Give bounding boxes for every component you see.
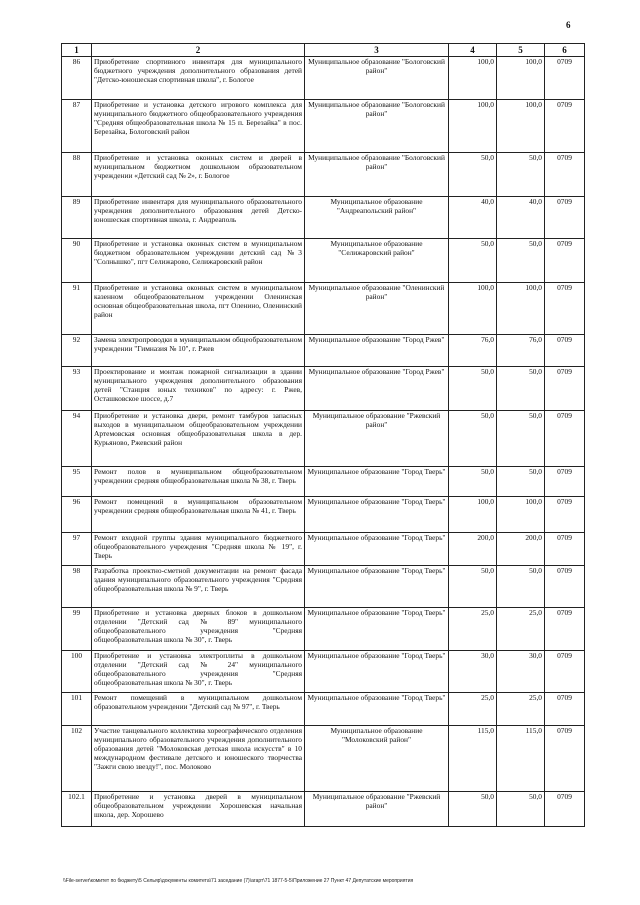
row-description: Разработка проектно-сметной документации на ремонт фасада здания муниципального образовательного учреждения "Средняя общеобразовательная школа № 9", г. Тверь [92, 566, 305, 608]
row-number: 99 [62, 608, 92, 651]
row-number: 87 [62, 100, 92, 153]
row-amount-2: 25,0 [497, 608, 545, 651]
row-number: 91 [62, 283, 92, 335]
row-municipality: Муниципальное образование "Город Ржев" [305, 335, 449, 367]
row-municipality: Муниципальное образование "Бологовский район" [305, 57, 449, 100]
row-code: 0709 [545, 792, 585, 827]
table-row [62, 411, 585, 467]
row-code: 0709 [545, 411, 585, 467]
row-description: Приобретение и установка оконных систем в муниципальном казенном общеобразовательном учреждении Оленинская основная общеобразовательная школа, пгт Оленино, Оленинский район [92, 283, 305, 335]
table-row [62, 533, 585, 566]
table-row [62, 497, 585, 533]
table-row [62, 651, 585, 693]
row-municipality: Муниципальное образование "Ржевский район" [305, 411, 449, 467]
table-row [62, 100, 585, 153]
row-number: 88 [62, 153, 92, 197]
row-municipality: Муниципальное образование "Город Тверь" [305, 497, 449, 533]
table-row [62, 608, 585, 651]
row-municipality: Муниципальное образование "Ржевский район" [305, 792, 449, 827]
row-amount-2: 40,0 [497, 197, 545, 239]
row-code: 0709 [545, 726, 585, 792]
row-code: 0709 [545, 367, 585, 411]
row-code: 0709 [545, 533, 585, 566]
row-amount-2: 50,0 [497, 566, 545, 608]
row-code: 0709 [545, 651, 585, 693]
row-amount-1: 100,0 [449, 497, 497, 533]
table-row [62, 57, 585, 100]
row-amount-1: 25,0 [449, 693, 497, 726]
row-amount-2: 25,0 [497, 693, 545, 726]
row-number: 100 [62, 651, 92, 693]
row-code: 0709 [545, 608, 585, 651]
row-code: 0709 [545, 566, 585, 608]
row-code: 0709 [545, 153, 585, 197]
row-number: 94 [62, 411, 92, 467]
row-description: Приобретение и установка оконных систем и дверей в муниципальном бюджетном дошкольном образовательном учреждении «Детский сад № 2», г. Бологое [92, 153, 305, 197]
row-number: 95 [62, 467, 92, 497]
row-code: 0709 [545, 467, 585, 497]
row-municipality: Муниципальное образование "Оленинский район" [305, 283, 449, 335]
row-description: Приобретение инвентаря для муниципального образовательного учреждения дополнительного образования детей Детско-юношеская спортивная школа, г. Андреаполь [92, 197, 305, 239]
row-description: Ремонт входной группы здания муниципального бюджетного общеобразовательного учреждения "Средняя школа № 19", г. Тверь [92, 533, 305, 566]
row-code: 0709 [545, 693, 585, 726]
row-amount-2: 76,0 [497, 335, 545, 367]
row-description: Приобретение и установка оконных систем в муниципальном бюджетном образовательном учреждении детский сад №3 "Солнышко", пгт Селижарово, Селижаровский район [92, 239, 305, 283]
row-code: 0709 [545, 239, 585, 283]
row-amount-2: 100,0 [497, 100, 545, 153]
row-amount-1: 50,0 [449, 467, 497, 497]
row-amount-2: 50,0 [497, 411, 545, 467]
row-amount-2: 100,0 [497, 283, 545, 335]
row-number: 90 [62, 239, 92, 283]
row-number: 101 [62, 693, 92, 726]
table-row [62, 367, 585, 411]
row-municipality: Муниципальное образование "Бологовский район" [305, 100, 449, 153]
header-cell: 5 [497, 44, 545, 57]
page-number: 6 [566, 20, 571, 30]
row-number: 97 [62, 533, 92, 566]
appropriations-table [61, 43, 585, 827]
row-amount-1: 76,0 [449, 335, 497, 367]
row-description: Приобретение и установка детского игрового комплекса для муниципального бюджетного общеобразовательного учреждения "Средняя общеобразовательная школа № 15 п. Березайка" в пос. Березайка, Бологовский район [92, 100, 305, 153]
row-amount-1: 200,0 [449, 533, 497, 566]
row-amount-1: 100,0 [449, 100, 497, 153]
row-description: Приобретение и установка электроплиты в дошкольном отделении "Детский сад № 24" муниципального общеобразовательного учреждения "Средняя общеобразовательная школа № 30", г. Тверь [92, 651, 305, 693]
table-row [62, 239, 585, 283]
row-code: 0709 [545, 197, 585, 239]
header-cell: 3 [305, 44, 449, 57]
header-cell: 6 [545, 44, 585, 57]
row-municipality: Муниципальное образование "Город Тверь" [305, 566, 449, 608]
table-row [62, 335, 585, 367]
row-description: Приобретение и установка двери, ремонт тамбуров запасных выходов в муниципальном общеобразовательном учреждении Артемовская основная общеобразовательная школа в дер. Курьяново, Ржевский район [92, 411, 305, 467]
row-amount-2: 50,0 [497, 367, 545, 411]
row-number: 96 [62, 497, 92, 533]
header-cell: 1 [62, 44, 92, 57]
row-description: Приобретение спортивного инвентаря для муниципального бюджетного учреждения дополнительного образования детей "Детско-юношеская спортивная школа", г. Бологое [92, 57, 305, 100]
row-amount-1: 100,0 [449, 283, 497, 335]
row-municipality: Муниципальное образование "Город Ржев" [305, 367, 449, 411]
row-municipality: Муниципальное образование "Город Тверь" [305, 533, 449, 566]
header-cell: 2 [92, 44, 305, 57]
header-cell: 4 [449, 44, 497, 57]
row-number: 102 [62, 726, 92, 792]
row-description: Проектирование и монтаж пожарной сигнализации в здании муниципального учреждения дополнительного образования детей "Станция юных техников" по адресу: г. Ржев, Осташковское шоссе, д.7 [92, 367, 305, 411]
table-row [62, 693, 585, 726]
row-amount-2: 50,0 [497, 792, 545, 827]
row-municipality: Муниципальное образование "Селижаровский район" [305, 239, 449, 283]
row-code: 0709 [545, 100, 585, 153]
row-code: 0709 [545, 497, 585, 533]
file-path-footer: \\File-server\комитет по бюджету\5 Сельяр\документы комитета\71 заседание (7)\агарт\71 1877-5-5\Приложение 27 Пункт 47 Депутатские мероприятия [63, 878, 414, 884]
row-number: 93 [62, 367, 92, 411]
row-description: Ремонт полов в муниципальном общеобразовательном учреждении средняя общеобразовательная школа № 38, г. Тверь [92, 467, 305, 497]
row-amount-1: 50,0 [449, 153, 497, 197]
row-description: Приобретение и установка дверных блоков в дошкольном отделении "Детский сад № 89" муниципального общеобразовательного учреждения "Средняя общеобразовательная школа № 30", г. Тверь [92, 608, 305, 651]
row-number: 86 [62, 57, 92, 100]
row-description: Замена электропроводки в муниципальном общеобразовательном учреждении "Гимназия № 10", г. Ржев [92, 335, 305, 367]
row-description: Ремонт помещений в муниципальном дошкольном образовательном учреждении "Детский сад № 97", г. Тверь [92, 693, 305, 726]
row-municipality: Муниципальное образование "Город Тверь" [305, 467, 449, 497]
row-amount-2: 50,0 [497, 467, 545, 497]
table-row [62, 283, 585, 335]
row-municipality: Муниципальное образование "Город Тверь" [305, 608, 449, 651]
row-amount-2: 30,0 [497, 651, 545, 693]
row-code: 0709 [545, 335, 585, 367]
row-description: Ремонт помещений в муниципальном образовательном учреждении средняя общеобразовательная школа № 41, г. Тверь [92, 497, 305, 533]
row-description: Участие танцевального коллектива хореографического отделения муниципального образовательного учреждения дополнительного образования детей "Молоковская детская школа искусств" в 10 международном фестивале детского и юношеского творчества "Зажги свою звезду!", пос. Молоково [92, 726, 305, 792]
row-amount-2: 100,0 [497, 497, 545, 533]
row-municipality: Муниципальное образование "Андреапольский район" [305, 197, 449, 239]
table-header-row [62, 44, 585, 57]
row-amount-1: 50,0 [449, 367, 497, 411]
row-municipality: Муниципальное образование "Город Тверь" [305, 693, 449, 726]
row-amount-1: 50,0 [449, 792, 497, 827]
row-amount-1: 50,0 [449, 239, 497, 283]
row-amount-1: 50,0 [449, 566, 497, 608]
row-number: 92 [62, 335, 92, 367]
row-amount-1: 40,0 [449, 197, 497, 239]
row-amount-1: 30,0 [449, 651, 497, 693]
table-row [62, 197, 585, 239]
row-number: 102.1 [62, 792, 92, 827]
row-amount-2: 50,0 [497, 153, 545, 197]
row-amount-1: 100,0 [449, 57, 497, 100]
row-code: 0709 [545, 57, 585, 100]
row-municipality: Муниципальное образование "Бологовский район" [305, 153, 449, 197]
row-number: 98 [62, 566, 92, 608]
row-amount-1: 25,0 [449, 608, 497, 651]
row-number: 89 [62, 197, 92, 239]
table-row [62, 792, 585, 827]
row-amount-2: 100,0 [497, 57, 545, 100]
table-row [62, 726, 585, 792]
row-amount-1: 115,0 [449, 726, 497, 792]
row-description: Приобретение и установка дверей в муниципальном общеобразовательном учреждении Хорошевская начальная школа, дер. Хорошево [92, 792, 305, 827]
row-amount-1: 50,0 [449, 411, 497, 467]
row-amount-2: 200,0 [497, 533, 545, 566]
row-amount-2: 50,0 [497, 239, 545, 283]
row-code: 0709 [545, 283, 585, 335]
row-amount-2: 115,0 [497, 726, 545, 792]
table-row [62, 566, 585, 608]
row-municipality: Муниципальное образование "Город Тверь" [305, 651, 449, 693]
table-row [62, 467, 585, 497]
table-row [62, 153, 585, 197]
row-municipality: Муниципальное образование "Молоковский район" [305, 726, 449, 792]
